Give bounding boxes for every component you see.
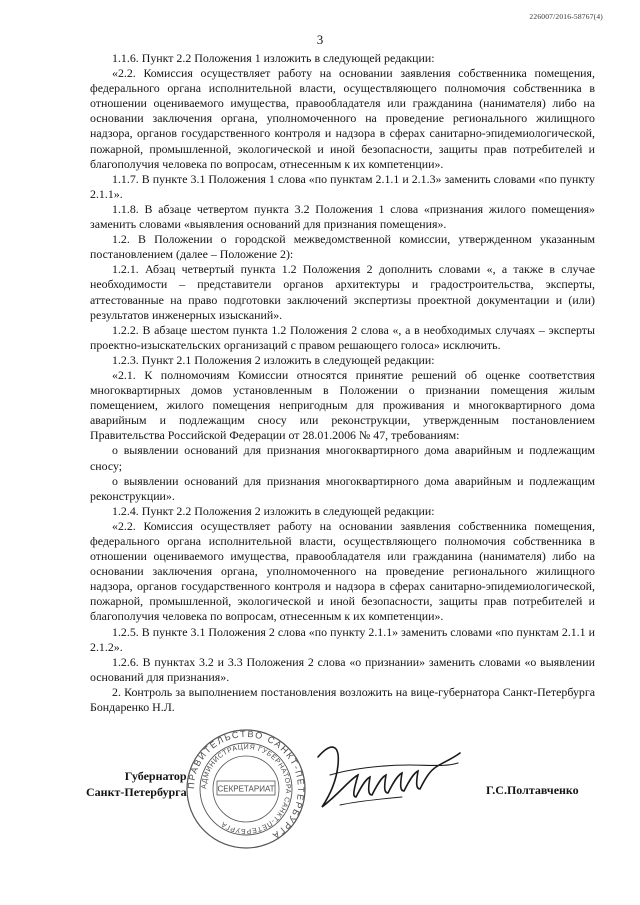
- paragraph: 1.1.8. В абзаце четвертом пункта 3.2 Положения 1 слова «признания жилого помещения» заменить словами «выявления оснований для признания помещения».: [90, 201, 595, 232]
- official-stamp: [184, 727, 308, 851]
- signatory-title: [86, 768, 187, 800]
- paragraph: 1.2.4. Пункт 2.2 Положения 2 изложить в следующей редакции:: [112, 503, 435, 518]
- paragraph: 1.2.5. В пункте 3.1 Положения 2 слова «по пункту 2.1.1» заменить словами «по пунктам 2.1.1 и 2.1.2».: [90, 624, 595, 654]
- paragraph: 1.2.1. Абзац четвертый пункта 1.2 Положения 2 дополнить словами «, а также в случае необходимости – представители органов архитектуры и градостроительства, эксперты, аттестованные на право подготовки заключений экспертизы проектной документации и (или) результатов инженерных изысканий».: [90, 262, 595, 322]
- paragraph: 2. Контроль за выполнением постановления возложить на вице-губернатора Санкт-Петербурга Бондаренко Н.Л.: [90, 684, 595, 715]
- paragraph: о выявлении оснований для признания многоквартирного дома аварийным и подлежащим реконструкции».: [90, 473, 595, 503]
- paragraph: «2.1. К полномочиям Комиссии относятся принятие решений об оценке соответствия многоквартирных домов установленным в Положении о признании помещения жилым помещением, жилого помещения непригодным для проживания и многоквартирного дома аварийным и подлежащим сносу или реконструкции, утвержденным постановлением Правительства Российской Федерации от 28.01.2006 № 47, требованиям:: [90, 367, 595, 443]
- signatory-name: Г.С.Полтавченко: [486, 783, 579, 797]
- paragraph: 1.2. В Положении о городской межведомственной комиссии, утвержденном указанным постановлением (далее – Положение 2):: [90, 232, 595, 262]
- paragraph: 1.2.6. В пунктах 3.2 и 3.3 Положения 2 слова «о признании» заменить словами «о выявлении оснований для признания».: [90, 654, 595, 684]
- paragraph: о выявлении оснований для признания многоквартирного дома аварийным и подлежащим сносу;: [90, 443, 595, 473]
- stamp-inner-text: АДМИНИСТРАЦИЯ ГУБЕРНАТОРА САНКТ-ПЕТЕРБУРГА: [200, 743, 292, 835]
- stamp-outer-text: ПРАВИТЕЛЬСТВО САНКТ-ПЕТЕРБУРГА: [185, 728, 307, 842]
- paragraph: 1.1.6. Пункт 2.2 Положения 1 изложить в следующей редакции:: [112, 51, 435, 65]
- paragraph: 1.2.3. Пункт 2.1 Положения 2 изложить в следующей редакции:: [112, 352, 435, 367]
- signatory-title-line: Санкт-Петербурга: [86, 785, 187, 799]
- stamp-center-text: СЕКРЕТАРИАТ: [217, 784, 275, 794]
- paragraph: «2.2. Комиссия осуществляет работу на основании заявления собственника помещения, федерального органа исполнительной власти, осуществляющего полномочия собственника в отношении оцениваемого имущества, правообладателя или гражданина (нанимателя) либо на основании заключения органа, уполномоченного на проведение регионального жилищного надзора, органов государственного контроля и надзора в сферах санитарно-эпидемиологической, пожарной, промышленной, экологической и иной безопасности, защиты прав потребителей и благополучия человека по вопросам, отнесенным к их компетенции».: [90, 66, 595, 171]
- handwritten-signature: [310, 735, 470, 825]
- paragraph: 1.1.7. В пункте 3.1 Положения 1 слова «по пунктам 2.1.1 и 2.1.3» заменить словами «по пункту 2.1.1».: [90, 171, 595, 201]
- signatory-title-line: Губернатор: [124, 769, 187, 783]
- paragraph: «2.2. Комиссия осуществляет работу на основании заявления собственника помещения, федерального органа исполнительной власти, осуществляющего полномочия собственника в отношении оцениваемого имущества, правообладателя или гражданина (нанимателя) либо на основании заключения органа, уполномоченного на проведение регионального жилищного надзора, органов государственного контроля и надзора в сферах санитарно-эпидемиологической, пожарной, промышленной, экологической и иной безопасности, защиты прав потребителей и благополучия человека по вопросам, отнесенным к их компетенции».: [90, 518, 595, 624]
- paragraph: 1.2.2. В абзаце шестом пункта 1.2 Положения 2 слова «, а в необходимых случаях – эксперты проектно-изыскательских организаций с правом решающего голоса» исключить.: [90, 322, 595, 352]
- document-number: 226007/2016-58767(4): [529, 12, 603, 21]
- page-number: 3: [316, 32, 324, 47]
- document-body: [90, 51, 595, 715]
